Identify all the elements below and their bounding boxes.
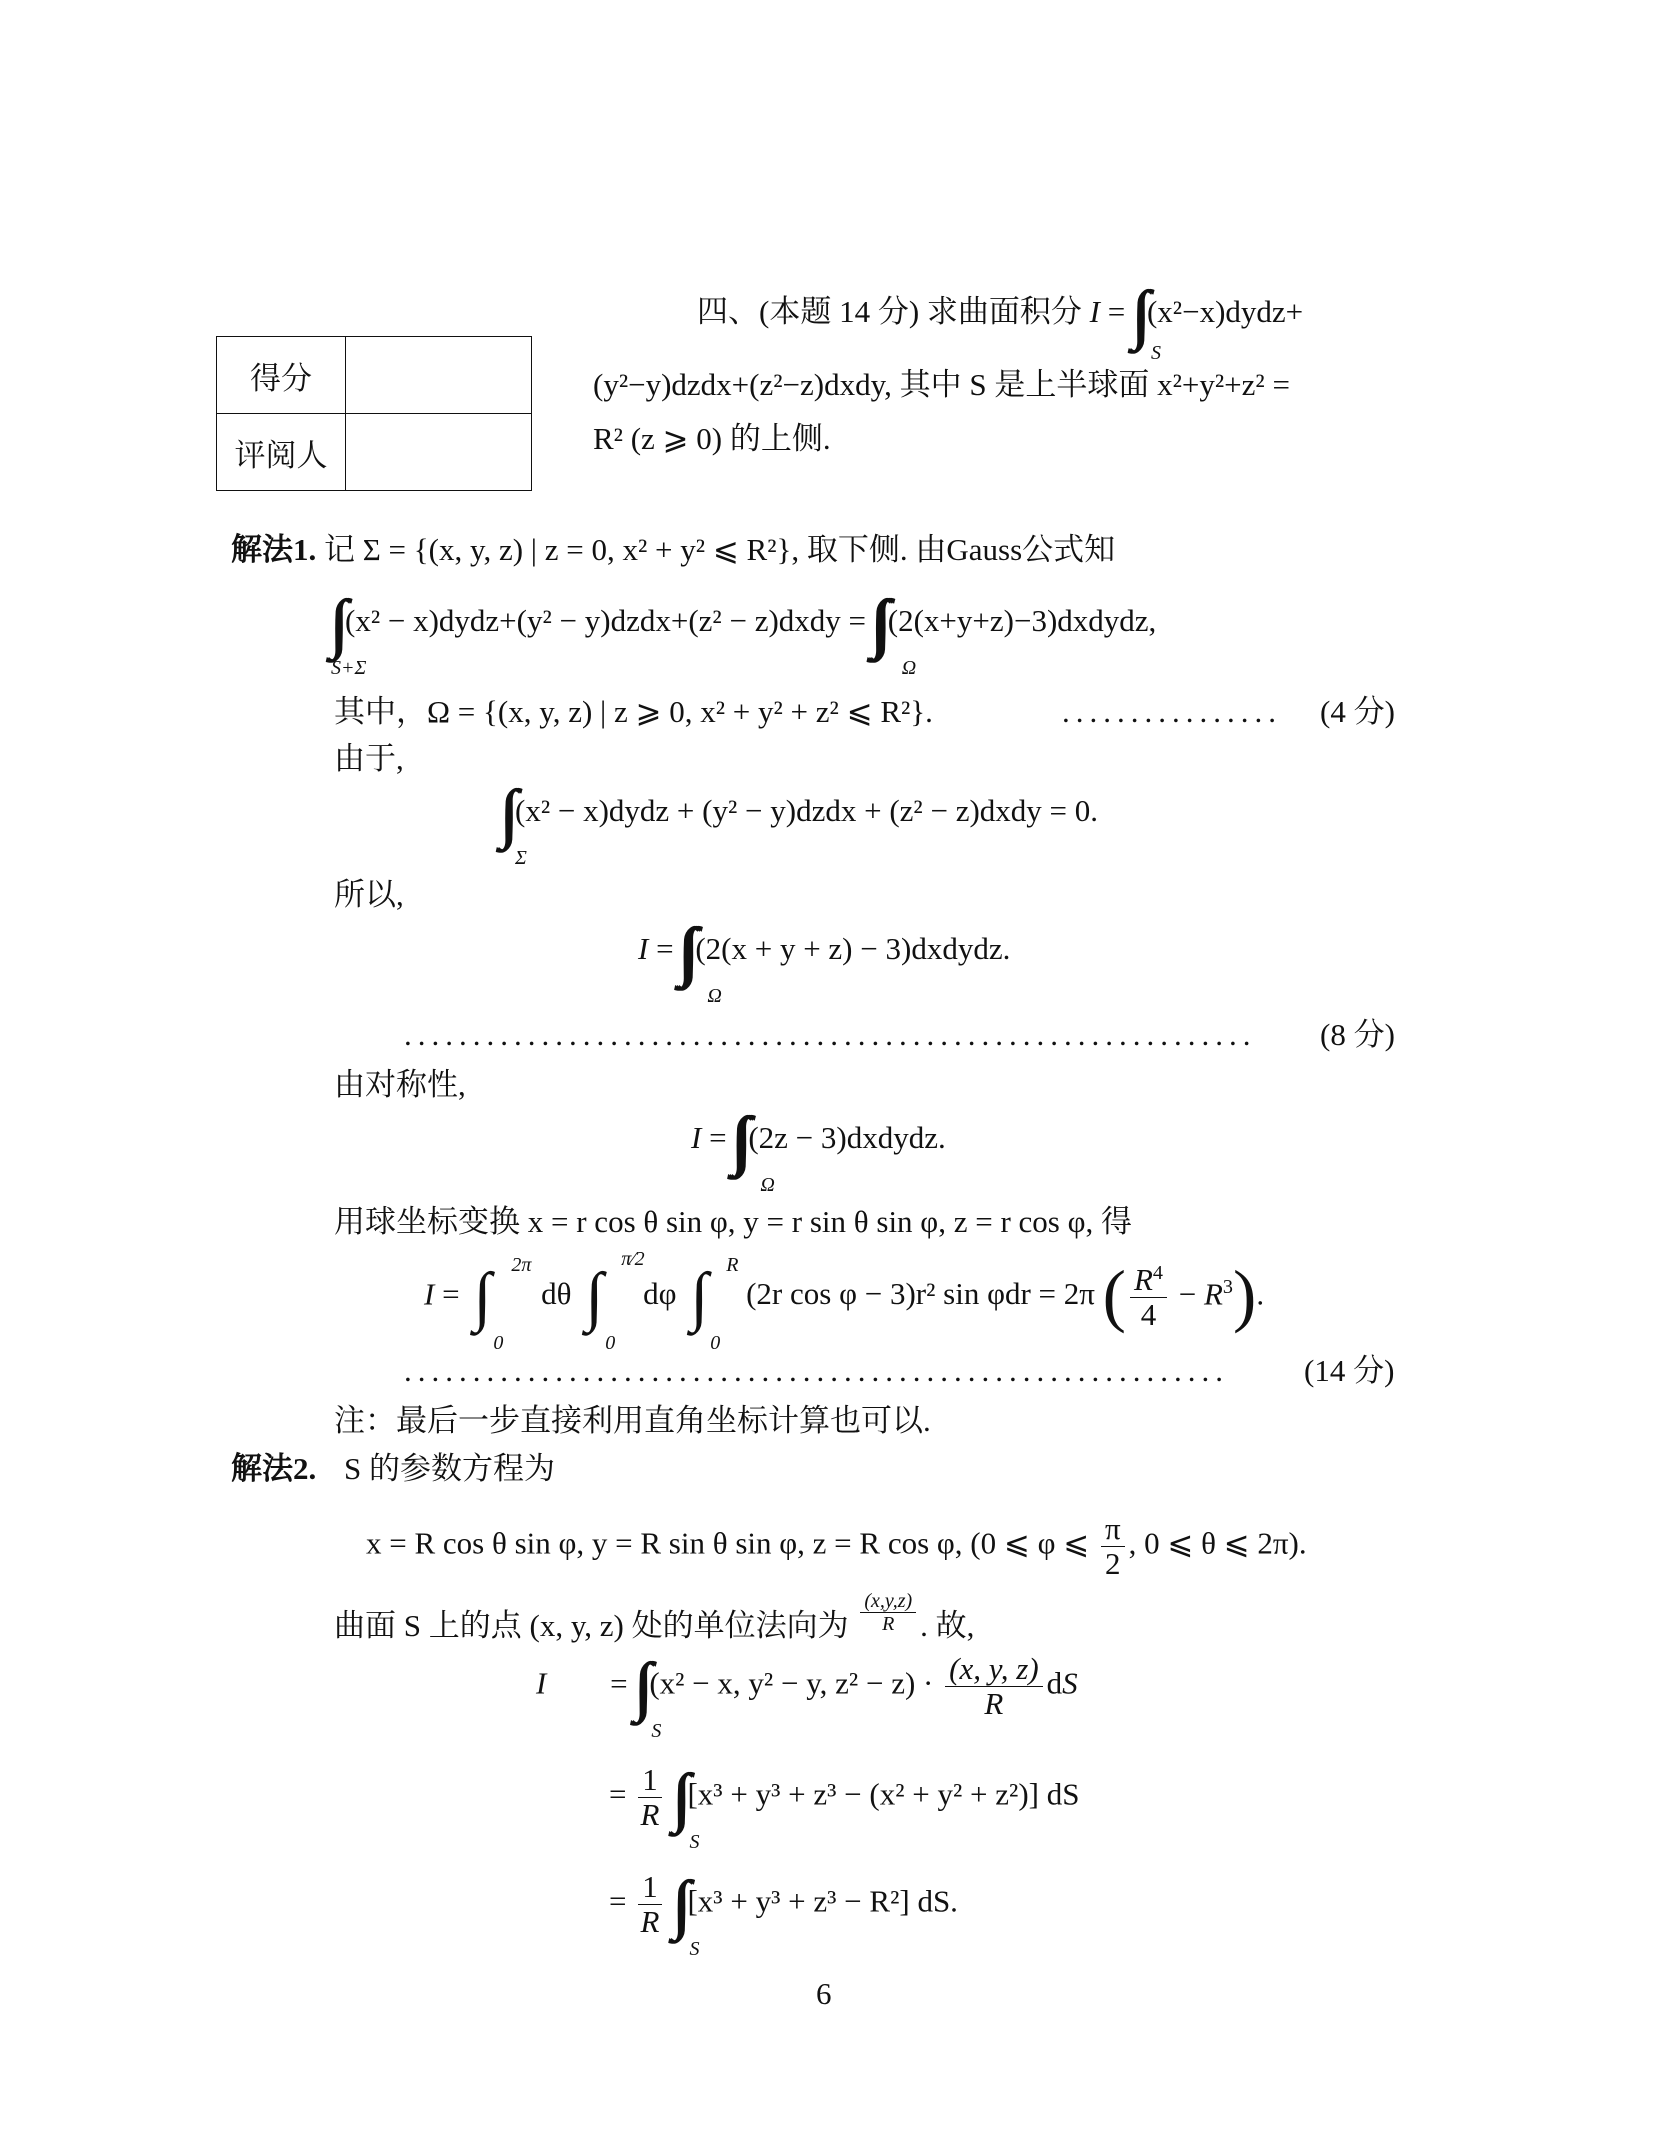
method2-step-1: I = S (x² − x, y² − y, z² − z) · $\frac{(x, y, z)}{R}$ dS — [536, 1651, 1078, 1742]
score-8: (8 分) — [1320, 1017, 1395, 1052]
score-4: (4 分) — [1320, 694, 1395, 729]
method1-intro: 记 Σ = {(x, y, z) | z = 0, x² + y² ⩽ R²}, 取下侧. 由Gauss公式知 — [324, 532, 1116, 567]
method2-heading — [231, 1450, 555, 1487]
leader-dots-4: ................ — [1062, 694, 1282, 729]
parametric-equation: x = R cos θ sin φ, y = R sin θ sin φ, z = R cos φ, (0 ⩽ φ ⩽ $\frac{\pi}{2}$ , 0 ⩽ θ ⩽ 2π). — [366, 1511, 1307, 1582]
page-number: 6 — [816, 1976, 832, 2011]
spherical-transform: 用球坐标变换 x = r cos θ sin φ, y = r sin θ sin φ, z = r cos φ, 得 — [334, 1204, 1132, 1239]
score-label: 得分 — [217, 337, 346, 414]
I-equation-1: I = Ω (2(x + y + z) − 3)dxdydz. — [638, 931, 1011, 1007]
gauss-equation: S+Σ (x² − x)dydz+(y² − y)dzdx+(z² − z)dxdy = Ω (2(x+y+z)−3)dxdydz, — [331, 603, 1157, 679]
method2-title: 解法2. — [231, 1451, 317, 1486]
method2-step-3: = $\frac{1}{R}$ S [x³ + y³ + z³ − R²] dS. — [609, 1869, 958, 1960]
problem-header: 四、(本题 14 分) 求曲面积分 I = S (x²−x)dydz+ — [697, 294, 1304, 364]
note-text: 注：最后一步直接利用直角坐标计算也可以. — [334, 1403, 931, 1438]
score-blank[interactable] — [346, 337, 532, 414]
method2-intro: S 的参数方程为 — [344, 1451, 555, 1486]
symmetry-text: 由对称性, — [334, 1067, 466, 1102]
I-equation-2: I = Ω (2z − 3)dxdydz. — [691, 1120, 946, 1196]
normal-vector-text: 曲面 S 上的点 (x, y, z) 处的单位法向为 $\frac{(x,y,z)}{R}$ . 故, — [334, 1590, 975, 1643]
reviewer-blank[interactable] — [346, 414, 532, 491]
score-14: (14 分) — [1304, 1353, 1395, 1388]
method1-heading — [231, 531, 1115, 568]
method2-step-2: = $\frac{1}{R}$ S [x³ + y³ + z³ − (x² + y² + z²)] dS — [609, 1762, 1080, 1853]
score-table — [216, 336, 532, 491]
final-integral: I = ∫ 2π 0 dθ ∫ π⁄2 0 dφ ∫ R 0 (2r cos φ − 3)r² sin φdr = 2π ( $\frac{R^4}{4}$ − $R^3$). — [424, 1248, 1265, 1355]
leader-dots-14: ............................................................ — [404, 1353, 1229, 1388]
omega-definition: 其中，Ω = {(x, y, z) | z ⩾ 0, x² + y² + z² ⩽ R²}. — [334, 694, 933, 729]
problem-line-3: R² (z ⩾ 0) 的上侧. — [593, 421, 831, 456]
leader-dots-8: .............................................................. — [404, 1017, 1257, 1052]
sigma-equation: Σ (x² − x)dydz + (y² − y)dzdx + (z² − z)dxdy = 0. — [515, 793, 1099, 869]
method1-title: 解法1. — [231, 532, 317, 567]
reviewer-label: 评阅人 — [217, 414, 346, 491]
therefore-text: 所以, — [334, 877, 404, 912]
problem-line-2: (y²−y)dzdx+(z²−z)dxdy, 其中 S 是上半球面 x²+y²+z² = — [593, 367, 1290, 402]
since-text: 由于, — [334, 741, 404, 776]
